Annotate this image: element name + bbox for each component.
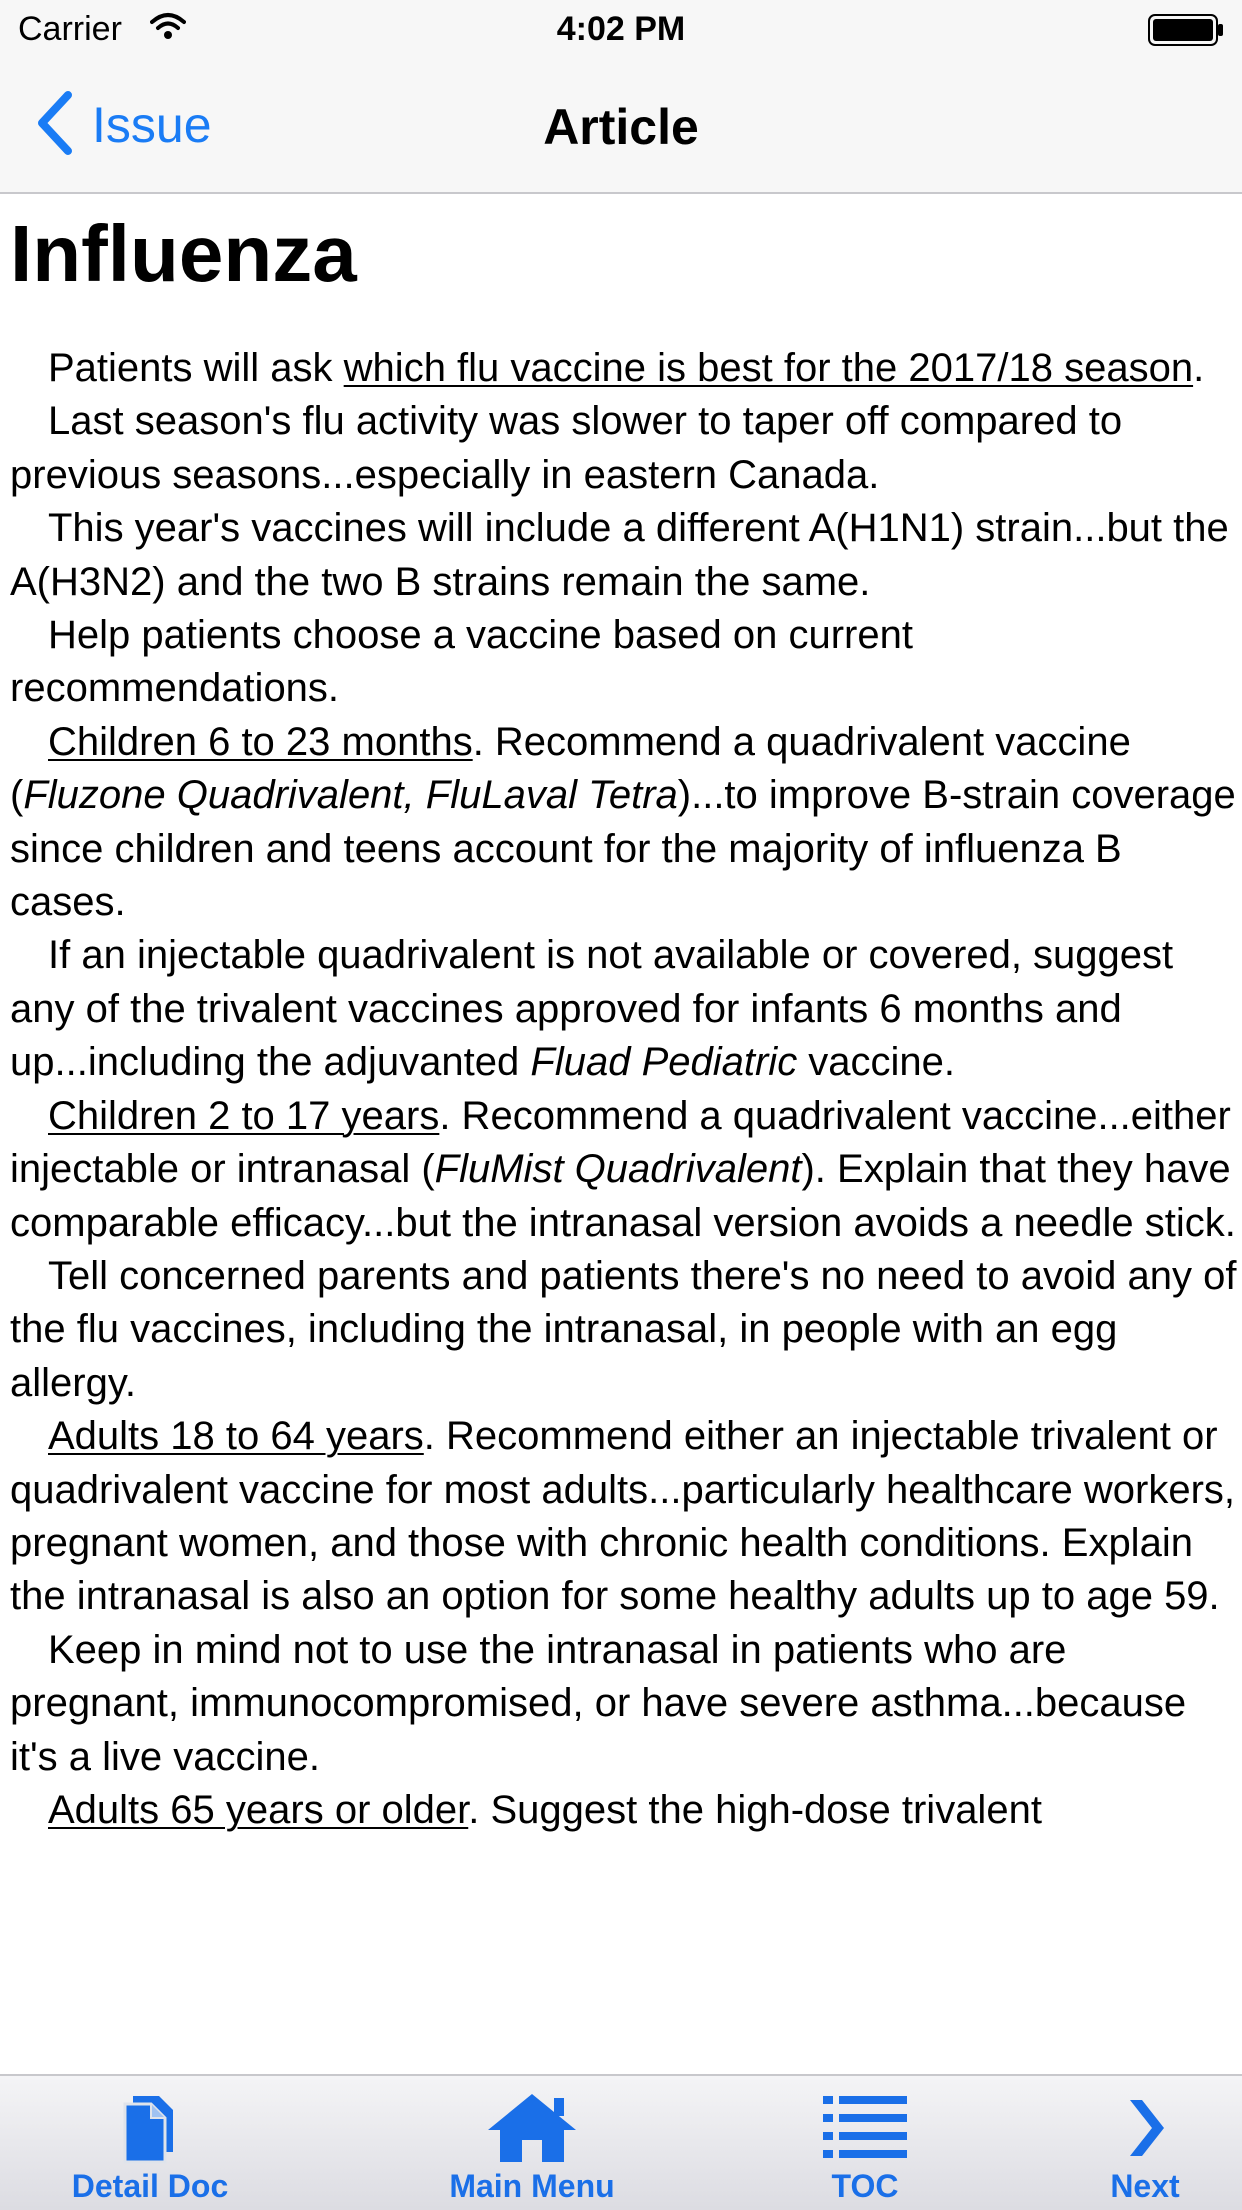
paragraph: Tell concerned parents and patients there's no need to avoid any of the flu vaccines, including the intranasal, in people with an egg allergy. — [10, 1253, 1237, 1405]
page-title: Article — [543, 99, 699, 155]
next-label: Next — [1110, 2168, 1180, 2204]
detail-doc-button[interactable] — [60, 2090, 240, 2205]
section-heading: Adults 18 to 64 years — [48, 1414, 424, 1459]
paragraph: If an injectable quadrivalent is not available or covered, suggest any of the trivalent vaccines approved for infants 6 months and up...including the adjuvanted Fluad Pediatric vaccine. — [10, 933, 1174, 1085]
paragraph: Last season's flu activity was slower to taper off compared to previous seasons...especially in eastern Canada. — [10, 399, 1123, 497]
paragraph: Children 6 to 23 months. Recommend a quadrivalent vaccine (Fluzone Quadrivalent, FluLaval Tetra)...to improve B-strain coverage since children and teens account for the majority of influenza B cases. — [10, 719, 1236, 925]
carrier-label: Carrier — [18, 10, 122, 48]
toc-label: TOC — [831, 2168, 899, 2204]
paragraph: Patients will ask which flu vaccine is best for the 2017/18 season. — [48, 346, 1205, 390]
bottom-toolbar — [0, 2074, 1242, 2210]
article-title: Influenza — [10, 209, 357, 298]
navigation-bar — [0, 60, 1242, 194]
article-link[interactable]: which flu vaccine is best for the 2017/18 season — [343, 346, 1194, 390]
battery-icon — [1148, 14, 1224, 51]
detail-doc-label: Detail Doc — [71, 2168, 229, 2204]
article-view[interactable] — [0, 194, 1242, 2074]
home-icon — [432, 2090, 632, 2166]
section-heading: Children 2 to 17 years — [48, 1093, 440, 1138]
section-heading: Adults 65 years or older — [48, 1787, 469, 1832]
status-time: 4:02 PM — [556, 10, 686, 48]
paragraph: Adults 18 to 64 years. Recommend either an injectable trivalent or quadrivalent vaccine for most adults...particularly healthcare workers, pregnant women, and those with chronic health conditions. Explain the intranasal is also an option for some healthy adults up to age 59. — [10, 1414, 1235, 1619]
chevron-right-icon — [1090, 2090, 1200, 2166]
section-heading: Children 6 to 23 months — [48, 719, 473, 764]
paragraph: This year's vaccines will include a different A(H1N1) strain...but the A(H3N2) and the two B strains remain the same. — [10, 506, 1229, 604]
main-menu-button[interactable] — [432, 2090, 632, 2205]
status-bar — [0, 0, 1242, 60]
list-icon — [800, 2090, 930, 2166]
main-menu-label: Main Menu — [449, 2168, 615, 2204]
next-button[interactable] — [1090, 2090, 1200, 2205]
paragraph: Help patients choose a vaccine based on current recommendations. — [10, 613, 913, 711]
toc-button[interactable] — [800, 2090, 930, 2205]
back-button-label: Issue — [92, 97, 212, 153]
paragraph: Adults 65 years or older. Suggest the high-dose trivalent — [48, 1787, 1042, 1832]
article-body — [10, 342, 1238, 1837]
paragraph: Children 2 to 17 years. Recommend a quadrivalent vaccine...either injectable or intranasal (FluMist Quadrivalent). Explain that they have comparable efficacy...but the intranasal version avoids a needle stick. — [10, 1093, 1236, 1245]
paragraph: Keep in mind not to use the intranasal in patients who are pregnant, immunocompromised, or have severe asthma...because it's a live vaccine. — [10, 1627, 1187, 1779]
document-icon — [60, 2090, 240, 2166]
